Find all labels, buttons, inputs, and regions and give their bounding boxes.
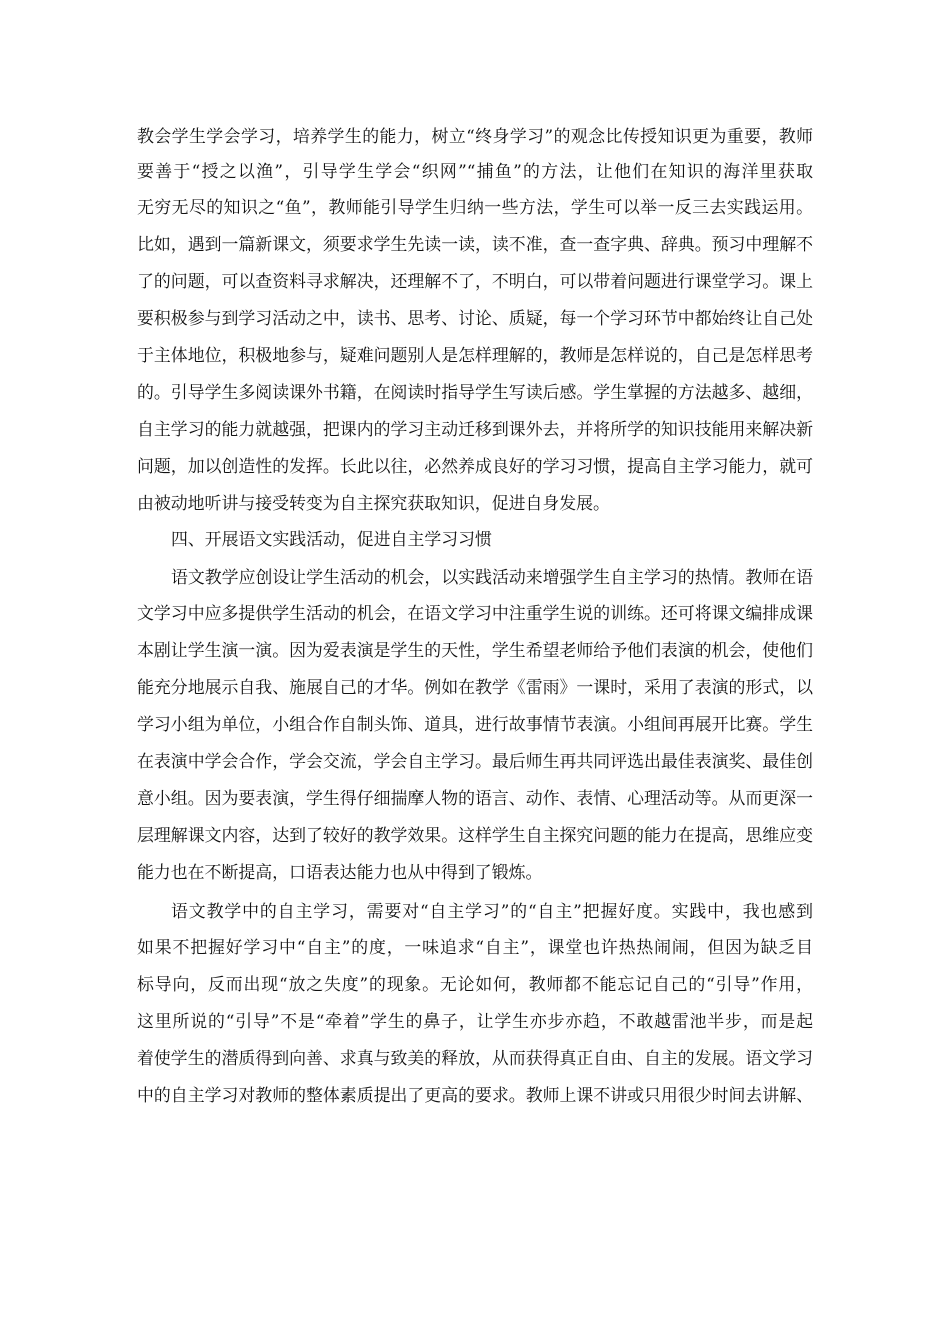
text-line: 着使学生的潜质得到向善、求真与致美的释放，从而获得真正自由、自主的发展。语文学习: [137, 1048, 813, 1068]
text-line: 语文教学中的自主学习，需要对“自主学习”的“自主”把握好度。实践中，我也感到: [171, 901, 813, 921]
section-heading: 四、开展语文实践活动，促进自主学习习惯: [171, 529, 492, 549]
text-line: 语文教学应创设让学生活动的机会，以实践活动来增强学生自主学习的热情。教师在语: [171, 567, 813, 587]
text-line: 意小组。因为要表演，学生得仔细揣摩人物的语言、动作、表情、心理活动等。从而更深一: [137, 788, 813, 808]
text-line: 比如，遇到一篇新课文，须要求学生先读一读，读不准，查一查字典、辞典。预习中理解不: [137, 234, 813, 254]
text-line: 中的自主学习对教师的整体素质提出了更高的要求。教师上课不讲或只用很少时间去讲解、: [137, 1085, 813, 1105]
text-line: 学习小组为单位，小组合作自制头饰、道具，进行故事情节表演。小组间再展开比赛。学生: [137, 714, 813, 734]
text-line: 了的问题，可以查资料寻求解决，还理解不了，不明白，可以带着问题进行课堂学习。课上: [137, 271, 813, 291]
text-line: 自主学习的能力就越强，把课内的学习主动迁移到课外去，并将所学的知识技能用来解决新: [137, 419, 813, 439]
text-line: 要积极参与到学习活动之中，读书、思考、讨论、质疑，每一个学习环节中都始终让自己处: [137, 308, 813, 328]
text-line: 文学习中应多提供学生活动的机会，在语文学习中注重学生说的训练。还可将课文编排成课: [137, 603, 813, 623]
text-line: 如果不把握好学习中“自主”的度，一味追求“自主”，课堂也许热热闹闹，但因为缺乏目: [137, 937, 813, 957]
text-line: 由被动地听讲与接受转变为自主探究获取知识，促进自身发展。: [137, 493, 610, 513]
text-line: 本剧让学生演一演。因为爱表演是学生的天性，学生希望老师给予他们表演的机会，使他们: [137, 640, 813, 660]
text-line: 于主体地位，积极地参与，疑难问题别人是怎样理解的，教师是怎样说的，自己是怎样思考: [137, 345, 813, 365]
text-line: 这里所说的“引导”不是“牵着”学生的鼻子，让学生亦步亦趋，不敢越雷池半步，而是起: [137, 1011, 813, 1031]
text-line: 要善于“授之以渔”，引导学生学会“织网”“捕鱼”的方法，让他们在知识的海洋里获取: [137, 161, 813, 181]
text-line: 标导向，反而出现“放之失度”的现象。无论如何，教师都不能忘记自己的“引导”作用，: [137, 974, 813, 994]
text-line: 的。引导学生多阅读课外书籍，在阅读时指导学生写读后感。学生掌握的方法越多、越细，: [137, 382, 813, 402]
text-line: 在表演中学会合作，学会交流，学会自主学习。最后师生再共同评选出最佳表演奖、最佳创: [137, 751, 813, 771]
text-line: 无穷无尽的知识之“鱼”，教师能引导学生归纳一些方法，学生可以举一反三去实践运用。: [137, 197, 813, 217]
text-line: 能力也在不断提高，口语表达能力也从中得到了锻炼。: [137, 862, 543, 882]
text-line: 问题，加以创造性的发挥。长此以往，必然养成良好的学习习惯，提高自主学习能力，就可: [137, 456, 813, 476]
text-line: 教会学生学会学习，培养学生的能力，树立“终身学习”的观念比传授知识更为重要，教师: [137, 126, 813, 146]
text-line: 能充分地展示自我、施展自己的才华。例如在教学《雷雨》一课时，采用了表演的形式，以: [137, 677, 813, 697]
text-line: 层理解课文内容，达到了较好的教学效果。这样学生自主探究问题的能力在提高，思维应变: [137, 825, 813, 845]
